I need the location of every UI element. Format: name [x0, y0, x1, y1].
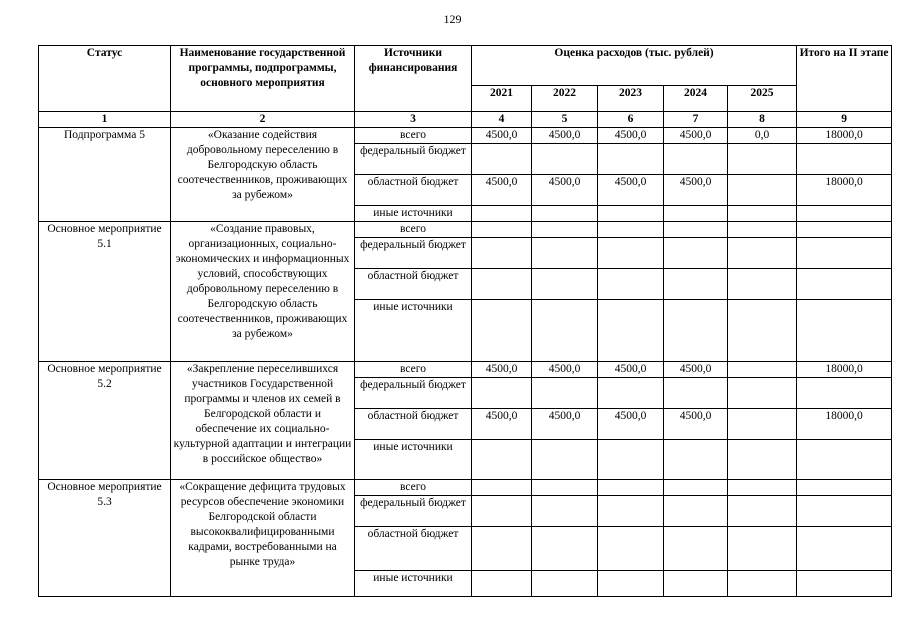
value-cell: 18000,0 — [797, 128, 892, 144]
value-cell — [797, 440, 892, 480]
value-cell: 4500,0 — [472, 175, 532, 206]
value-cell — [532, 440, 598, 480]
column-number: 5 — [532, 112, 598, 128]
value-cell — [598, 527, 664, 571]
table-row — [39, 480, 892, 496]
value-cell — [532, 222, 598, 238]
source-total: всего — [355, 362, 472, 378]
value-cell: 4500,0 — [532, 128, 598, 144]
value-cell — [797, 527, 892, 571]
value-cell — [664, 440, 728, 480]
value-cell — [728, 378, 797, 409]
column-number: 4 — [472, 112, 532, 128]
value-cell — [472, 440, 532, 480]
value-cell — [472, 571, 532, 597]
value-cell: 4500,0 — [598, 409, 664, 440]
value-cell — [664, 300, 728, 362]
value-cell — [598, 206, 664, 222]
value-cell — [472, 480, 532, 496]
column-number-row — [39, 112, 892, 128]
page-number: 129 — [443, 12, 462, 26]
value-cell: 4500,0 — [472, 128, 532, 144]
value-cell — [728, 222, 797, 238]
value-cell: 18000,0 — [797, 409, 892, 440]
table-row — [39, 362, 892, 378]
value-cell — [598, 440, 664, 480]
value-cell — [797, 206, 892, 222]
value-cell: 18000,0 — [797, 362, 892, 378]
source-regional: областной бюджет — [355, 175, 472, 206]
value-cell: 4500,0 — [598, 362, 664, 378]
header-year: 2021 — [472, 86, 532, 112]
value-cell: 4500,0 — [472, 409, 532, 440]
value-cell — [472, 378, 532, 409]
value-cell — [664, 378, 728, 409]
table-row — [39, 128, 892, 144]
source-total: всего — [355, 480, 472, 496]
value-cell — [664, 238, 728, 269]
row-name: «Закрепление переселившихся участников Государственной программы и членов их семей в Белгородской области и обеспечение их социально-культурной адаптации и интеграции в российское общество» — [171, 362, 355, 480]
value-cell — [532, 269, 598, 300]
source-total: всего — [355, 222, 472, 238]
value-cell: 4500,0 — [664, 409, 728, 440]
value-cell: 4500,0 — [664, 362, 728, 378]
source-other: иные источники — [355, 300, 472, 362]
value-cell — [598, 571, 664, 597]
value-cell — [472, 300, 532, 362]
value-cell — [532, 378, 598, 409]
value-cell — [598, 269, 664, 300]
source-federal: федеральный бюджет — [355, 238, 472, 269]
header-sources: Источники финансирования — [355, 46, 472, 112]
value-cell — [532, 527, 598, 571]
row-status: Подпрограмма 5 — [39, 128, 171, 222]
value-cell — [532, 571, 598, 597]
value-cell — [598, 378, 664, 409]
value-cell — [728, 409, 797, 440]
value-cell — [472, 269, 532, 300]
value-cell — [728, 300, 797, 362]
source-regional: областной бюджет — [355, 527, 472, 571]
value-cell — [728, 206, 797, 222]
row-name: «Создание правовых, организационных, социально-экономических и информационных условий, способствующих добровольному переселению в Белгородскую область соотечественников, проживающих за рубежом» — [171, 222, 355, 362]
value-cell: 4500,0 — [664, 175, 728, 206]
value-cell — [797, 144, 892, 175]
value-cell — [728, 527, 797, 571]
header-expenses: Оценка расходов (тыс. рублей) — [472, 46, 797, 86]
value-cell — [728, 571, 797, 597]
value-cell — [797, 378, 892, 409]
source-total: всего — [355, 128, 472, 144]
source-regional: областной бюджет — [355, 409, 472, 440]
column-number: 1 — [39, 112, 171, 128]
value-cell — [472, 206, 532, 222]
row-name: «Сокращение дефицита трудовых ресурсов обеспечение экономики Белгородской области высококвалифицированными кадрами, востребованными на рынке труда» — [171, 480, 355, 597]
value-cell — [664, 571, 728, 597]
source-other: иные источники — [355, 206, 472, 222]
value-cell — [728, 440, 797, 480]
value-cell — [664, 222, 728, 238]
header-status: Статус — [39, 46, 171, 112]
value-cell — [797, 269, 892, 300]
value-cell: 4500,0 — [598, 128, 664, 144]
value-cell — [797, 222, 892, 238]
column-number: 8 — [728, 112, 797, 128]
value-cell — [797, 480, 892, 496]
value-cell — [472, 222, 532, 238]
value-cell — [532, 206, 598, 222]
table-row — [39, 222, 892, 238]
value-cell — [598, 144, 664, 175]
value-cell: 4500,0 — [598, 175, 664, 206]
row-status: Основное мероприятие 5.1 — [39, 222, 171, 362]
budget-table — [38, 45, 892, 597]
value-cell — [664, 527, 728, 571]
header-year: 2023 — [598, 86, 664, 112]
value-cell — [532, 496, 598, 527]
source-federal: федеральный бюджет — [355, 144, 472, 175]
value-cell — [797, 300, 892, 362]
value-cell — [664, 206, 728, 222]
source-other: иные источники — [355, 440, 472, 480]
value-cell — [472, 496, 532, 527]
value-cell — [664, 496, 728, 527]
row-status: Основное мероприятие 5.3 — [39, 480, 171, 597]
value-cell: 18000,0 — [797, 175, 892, 206]
value-cell — [797, 496, 892, 527]
value-cell — [532, 144, 598, 175]
value-cell — [728, 144, 797, 175]
value-cell — [797, 571, 892, 597]
value-cell — [728, 238, 797, 269]
header-row — [39, 46, 892, 86]
header-name: Наименование государственной программы, подпрограммы, основного мероприятия — [171, 46, 355, 112]
value-cell — [728, 496, 797, 527]
value-cell — [664, 480, 728, 496]
value-cell — [664, 269, 728, 300]
value-cell: 4500,0 — [532, 409, 598, 440]
value-cell — [728, 362, 797, 378]
value-cell — [598, 300, 664, 362]
value-cell: 4500,0 — [664, 128, 728, 144]
value-cell: 4500,0 — [472, 362, 532, 378]
value-cell — [728, 175, 797, 206]
header-year: 2022 — [532, 86, 598, 112]
column-number: 3 — [355, 112, 472, 128]
source-federal: федеральный бюджет — [355, 496, 472, 527]
value-cell — [728, 269, 797, 300]
value-cell: 4500,0 — [532, 175, 598, 206]
column-number: 2 — [171, 112, 355, 128]
header-year: 2025 — [728, 86, 797, 112]
source-other: иные источники — [355, 571, 472, 597]
source-federal: федеральный бюджет — [355, 378, 472, 409]
value-cell — [598, 496, 664, 527]
value-cell — [664, 144, 728, 175]
column-number: 6 — [598, 112, 664, 128]
value-cell — [472, 527, 532, 571]
column-number: 9 — [797, 112, 892, 128]
value-cell — [532, 238, 598, 269]
value-cell — [472, 144, 532, 175]
value-cell — [598, 480, 664, 496]
value-cell — [728, 480, 797, 496]
row-status: Основное мероприятие 5.2 — [39, 362, 171, 480]
value-cell — [598, 238, 664, 269]
column-number: 7 — [664, 112, 728, 128]
header-year: 2024 — [664, 86, 728, 112]
value-cell: 4500,0 — [532, 362, 598, 378]
value-cell: 0,0 — [728, 128, 797, 144]
header-total: Итого на II этапе — [797, 46, 892, 112]
row-name: «Оказание содействия добровольному переселению в Белгородскую область соотечественников, проживающих за рубежом» — [171, 128, 355, 222]
value-cell — [532, 300, 598, 362]
value-cell — [532, 480, 598, 496]
value-cell — [797, 238, 892, 269]
source-regional: областной бюджет — [355, 269, 472, 300]
value-cell — [598, 222, 664, 238]
value-cell — [472, 238, 532, 269]
